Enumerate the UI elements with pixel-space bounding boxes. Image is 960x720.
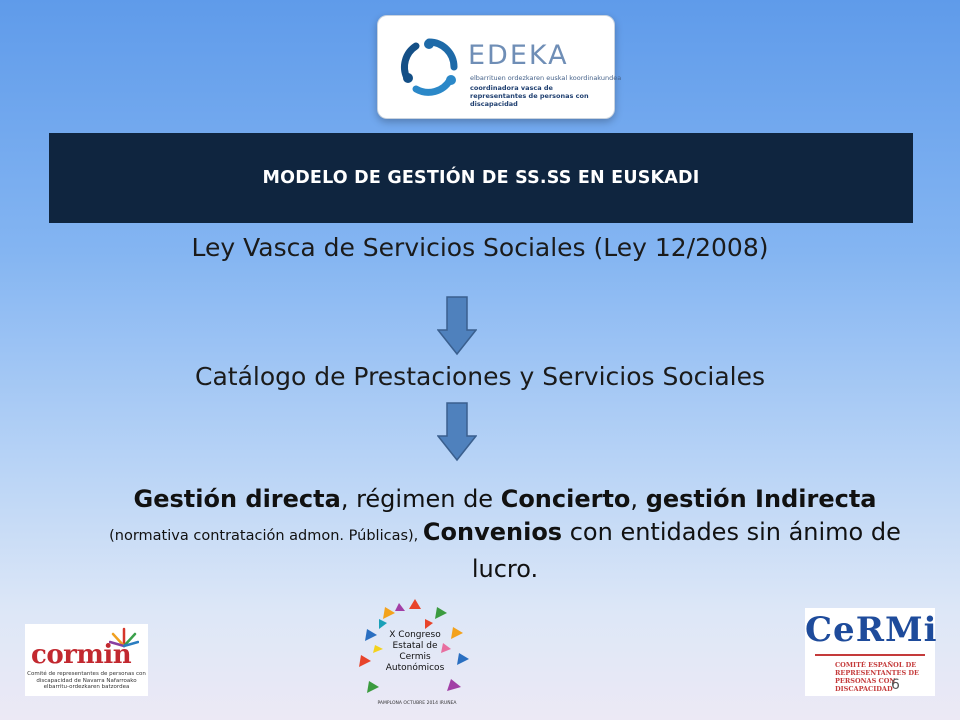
edeka-tagline-spanish: coordinadora vasca de representantes de personas con discapacidad [470,84,589,108]
term-convenios: Convenios [422,518,563,546]
edeka-wordmark: EDEKA [468,40,569,71]
congress-date: PAMPLONA OCTUBRE 2014 IRUÑEA [377,701,457,706]
text-segment: , [630,485,646,513]
edeka-emblem-icon [398,36,460,98]
text-segment: , régimen de [340,485,501,513]
term-concierto: Concierto [500,485,631,513]
slide-title: MODELO DE GESTIÓN DE SS.SS EN EUSKADI [262,168,700,188]
law-line: Ley Vasca de Servicios Sociales (Ley 12/2008) [191,233,769,262]
catalog-line: Catálogo de Prestaciones y Servicios Sociales [194,362,766,391]
title-band [49,133,913,223]
down-arrow-icon [437,402,477,462]
text-segment: con entidades sin ánimo de lucro. [471,518,901,583]
edeka-tagline-basque: elbarrituen ordezkaren euskal koordinakundea [470,74,622,82]
management-paragraph [80,483,930,586]
page-number: 6 [891,677,900,693]
cormin-caption: Comité de representantes de personas con discapacidad de Navarra Nafarroako elbarritu-ordezkaren batzordea [27,671,146,690]
congress-logo [355,597,475,717]
edeka-logo [377,15,622,119]
cormin-logo [25,624,148,696]
cormin-wordmark: cormin [31,640,132,670]
cermi-divider [815,654,925,656]
congress-text: X Congreso Estatal de Cermis Autonómicos [385,630,445,673]
note-contratacion: (normativa contratación admon. Públicas), [109,528,423,544]
down-arrow-icon [437,296,477,356]
cermi-wordmark: CeRMi [805,610,938,650]
term-gestion-directa: Gestión directa [133,485,341,513]
cermi-caption: COMITÉ ESPAÑOL DE REPRESENTANTES DE PERSONAS CON DISCAPACIDAD [835,661,919,693]
cermi-logo [805,608,938,696]
term-gestion-indirecta: gestión Indirecta [645,485,877,513]
